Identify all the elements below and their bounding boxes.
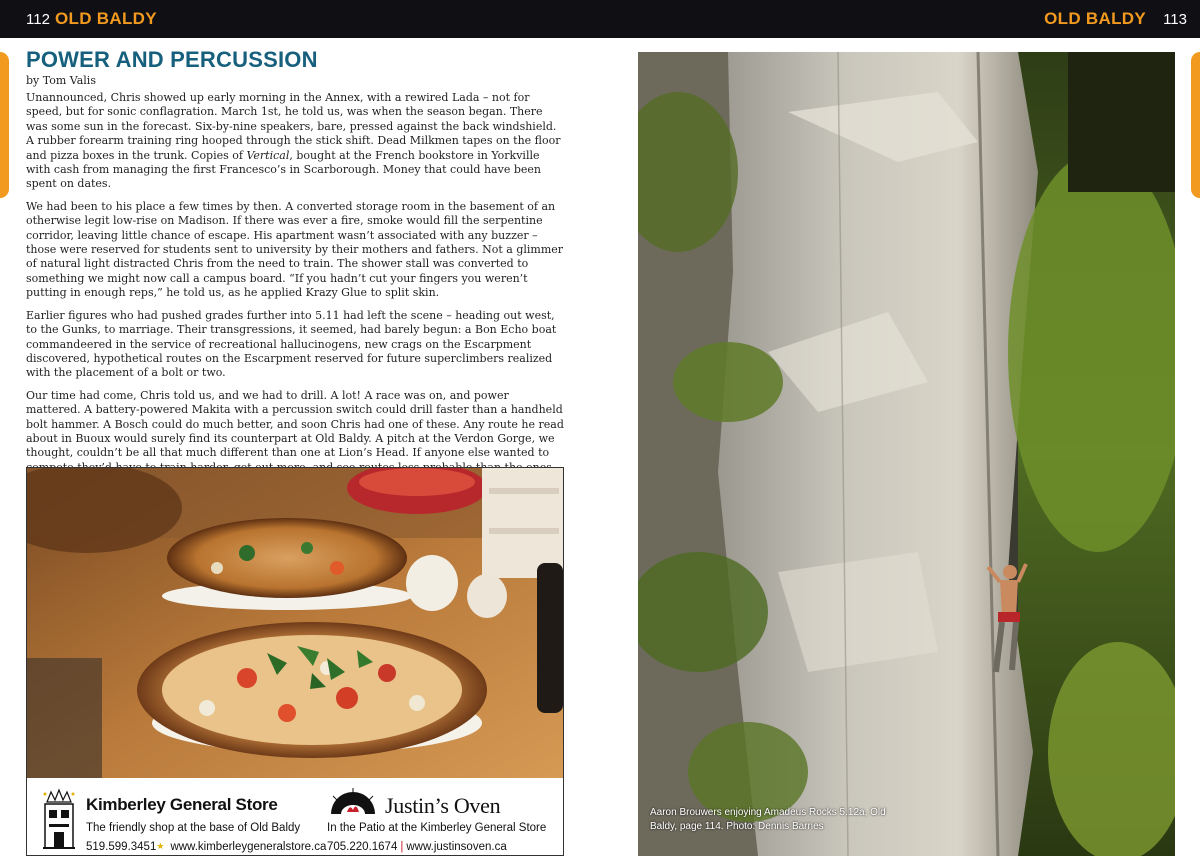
top-header-bar	[0, 0, 1200, 38]
advertisement	[26, 467, 564, 856]
photo-caption: Aaron Brouwers enjoying Amadeus Rocks 5.12a, Old Baldy, page 114. Photo: Dennis Barnes	[650, 807, 886, 832]
left-chapter-tab	[0, 52, 9, 198]
article-paragraph-3: Earlier figures who had pushed grades further into 5.11 had left the scene – heading out west, to the Gunks, to marriage. Their transgressions, it seemed, had barely begun: a Bon Echo boat commandeered in the service of recreational hallucinogens, new crags on the Escarpment discovered, hypothetical routes on the Escarpment reserved for future superclimbers realized with the placement of a bolt or two.	[26, 308, 557, 380]
store-2-website: www.justinsoven.ca	[406, 841, 507, 853]
article-title: POWER AND PERCUSSION	[26, 47, 318, 72]
pizza-photo	[27, 468, 563, 778]
ad-strip	[27, 778, 563, 855]
store-2-tagline: In the Patio at the Kimberley General Store	[327, 822, 547, 834]
store-1-phone: 519.599.3451	[86, 841, 157, 853]
left-page-number: 112	[26, 11, 50, 28]
store-2-phone: 705.220.1674	[327, 841, 398, 853]
star-icon: ★	[156, 841, 165, 851]
article-paragraph-2: We had been to his place a few times by then. A converted storage room in the basement of an otherwise legit low-rise on Madison. If there was ever a fire, smoke would fill the serpentine corridor, leaving little chance of escape. His apartment wasn’t associated with any buzzer – those were reserved for students sent to university by their mothers and fathers. Not a glimmer of natural light distracted Chris from the need to train. The shower stall was converted to something we might now call a campus board. “If you hadn’t cut your fingers you weren’t putting in enough reps,” he told us, as he applied Krazy Glue to split skin.	[26, 199, 564, 300]
article-paragraph-1	[26, 91, 566, 192]
climbing-photo	[638, 52, 1175, 856]
pizza-photo-illustration	[27, 468, 563, 778]
contact-separator: |	[400, 841, 404, 853]
paragraph-1-part-a: Unannounced, Chris showed up early morning in the Annex, with a rewired Lada – not for speed, but for sonic conflagration. March 1st, he told us, was when the season began. There was some sun in the forecast. Six-by-nine speakers, bare, pressed against the back windshield. A rubber forearm training ring hooped through the stick shift. Dead Milkmen tapes on the floor and pizza boxes in the trunk. Copies of	[26, 91, 561, 162]
cliff-face-illustration	[638, 52, 1175, 856]
store-building-icon	[41, 788, 77, 852]
store-2-name: Justin’s Oven	[385, 793, 501, 818]
store-1-website: www.kimberleygeneralstore.ca	[170, 841, 327, 853]
paragraph-1-part-b: , bought at the French bookstore in Yorkville with cash from managing the first Francesco’s in Scarborough. Money that could have been spent on dates.	[26, 148, 541, 191]
left-running-head: OLD BALDY	[55, 9, 157, 28]
article	[26, 47, 566, 518]
oven-logo-icon	[327, 788, 379, 818]
article-byline: by Tom Valis	[26, 74, 96, 87]
right-running-head: OLD BALDY	[1044, 9, 1146, 28]
store-2-contact	[327, 841, 507, 853]
article-paragraph-4: Our time had come, Chris told us, and we had to drill. A lot! A race was on, and power mattered. A battery-powered Makita with a percussion switch could drill faster than a handheld bolt hammer. A Bosch could do much better, and soon Chris had one of these. Any route he read about in Buoux would surely find its counterpart at Old Baldy. A pitch at the Verdon Gorge, we thought, couldn’t be all that much different than one at Lion’s Head. If anyone else wanted to	[26, 388, 564, 460]
right-chapter-tab	[1191, 52, 1200, 198]
store-1-name: Kimberley General Store	[86, 795, 278, 814]
right-page-number: 113	[1163, 11, 1187, 28]
magazine-title: Vertical	[246, 148, 290, 162]
store-1-tagline: The friendly shop at the base of Old Baldy	[86, 822, 301, 834]
store-1-contact	[86, 841, 326, 853]
